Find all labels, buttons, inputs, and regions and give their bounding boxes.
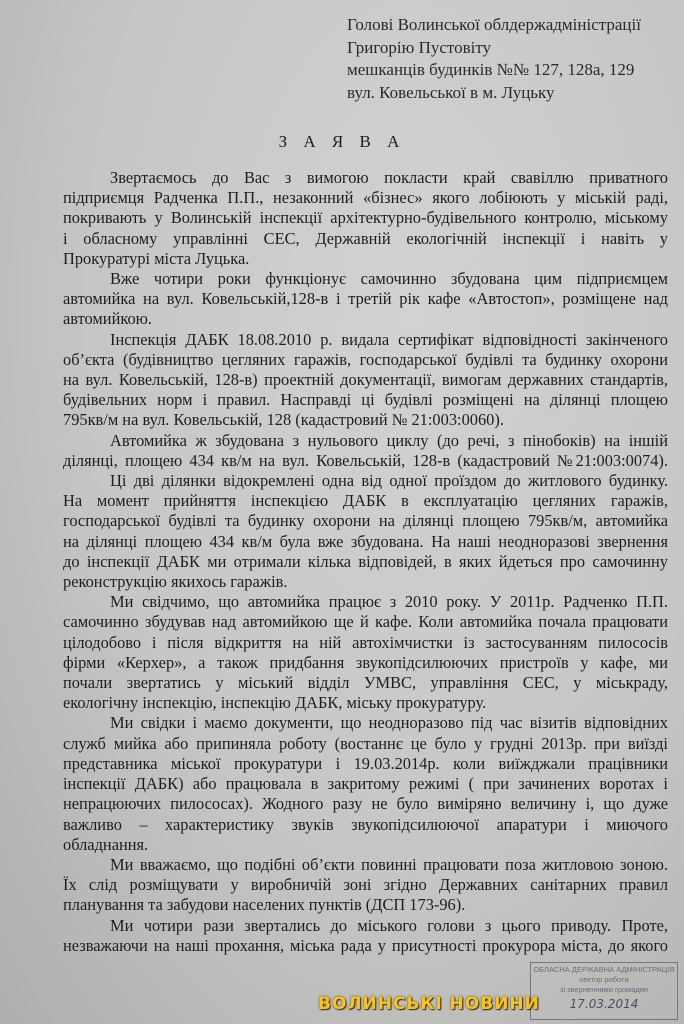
text-line: екологічну інспекцію, інспекцію ДАБК, міську прокуратуру. xyxy=(63,693,487,713)
addressee-line: вул. Ковельської в м. Луцьку xyxy=(347,82,555,102)
text-line: почали звертатись у міський відділ УМВС, управління СЕС, у міськраду, xyxy=(63,673,668,693)
stamp-date: 17.03.2014 xyxy=(569,997,639,1011)
document-title: З А Я В А xyxy=(278,132,406,151)
text-line: Інспекція ДАБК 18.08.2010 р. видала сертифікат відповідності закінченого xyxy=(110,329,668,349)
text-line: будівельних норм і правил. Насправді ці будівлі розміщені на ділянці площею xyxy=(63,390,668,410)
text-line: Ми чотири рази звертались до міського голови з цього приводу. Проте, xyxy=(110,915,668,935)
text-line: реконструкцію якихось гаражів. xyxy=(63,572,288,592)
text-line: об’єкта (будівництво цегляних гаражів, господарської будівлі та будинку охорони xyxy=(63,349,668,369)
text-line: на ділянці площею 434 кв/м була вже збудована. На наші неодноразові звернення xyxy=(63,531,668,551)
text-line: фірми «Керхер», а також придбання звукопідсилюючих пристроїв у кафе, ми xyxy=(63,652,668,672)
text-line: самочинно збудував над автомийкою ще й кафе. Коли автомийка почала працювати xyxy=(63,612,668,632)
text-line: важливо – характеристику звуків звукопідсилюючої апаратури і миючого xyxy=(63,814,668,834)
text-line: господарської будівлі та будинку охорони на ділянці площею 795кв/м, автомийка xyxy=(63,511,668,531)
addressee-line: мешканців будинків №№ 127, 128а, 129 xyxy=(347,60,635,79)
text-line: покривають у Волинській інспекції архітектурно-будівельного контролю, міському xyxy=(63,208,668,228)
text-line: обладнання. xyxy=(63,834,149,854)
text-line: непрацюючих пилососах). Жодного разу не було виміряно величину і, що дуже xyxy=(63,794,668,814)
stamp-line: сектор роботи xyxy=(579,975,629,984)
addressee-line: Голові Волинської облдержадміністрації xyxy=(347,15,641,34)
text-line: На момент прийняття інспекцією ДАБК в експлуатацію цегляних гаражів, xyxy=(63,491,668,511)
text-line: до інспекції ДАБК ми отримали кілька відповідей, в яких йдеться про самочинну xyxy=(63,551,668,571)
text-line: автомийкою. xyxy=(63,309,153,329)
text-line: Їх слід розміщувати у виробничій зоні згідно Державних санітарних правил xyxy=(63,875,668,895)
text-line: Ми вважаємо, що подібні об’єкти повинні працювати поза житловою зоною. xyxy=(110,854,668,874)
text-line: планування та забудови населених пунктів (ДСП 173-96). xyxy=(63,895,466,915)
registration-stamp xyxy=(530,962,678,1020)
watermark-logo: ВОЛИНСЬКІ НОВИНИ xyxy=(318,994,540,1014)
text-line: Ці дві ділянки відокремлені одна від одної проїздом до житлового будинку. xyxy=(110,471,668,491)
addressee-line: Григорію Пустовіту xyxy=(347,37,492,57)
text-line: 795кв/м на вул. Ковельській, 128 (кадастровий № 21:003:0060). xyxy=(63,410,504,430)
text-line: інспекції ДАБК) або працювала в закритому режимі ( при зачинених воротах і xyxy=(63,774,668,794)
paragraph xyxy=(63,269,668,330)
paragraph xyxy=(63,855,668,916)
text-line: представника міської прокуратури і 19.03.2014р. коли виїжджали працівники xyxy=(63,753,668,773)
text-line: і обласному управлінні СЕС, Державній екологічній інспекції і навіть у xyxy=(63,228,668,248)
stamp-line: зі зверненнями громадян xyxy=(560,985,648,994)
document-body xyxy=(63,168,668,956)
text-line: Прокуратурі міста Луцька. xyxy=(63,248,250,268)
paragraph xyxy=(63,168,668,269)
text-line: ділянці, площею 434 кв/м на вул. Ковельській, 128-в (кадастровий №21:003:0074). xyxy=(63,450,668,470)
text-line: цілодобово і після відкриття на ній автохімчистки із застосуванням пилососів xyxy=(63,632,668,652)
paragraph xyxy=(63,431,668,471)
text-line: на вул. Ковельській, 128-в) проектній документації, вимогам державних стандартів, xyxy=(63,370,668,390)
text-line: незважаючи на наші прохання, міська рада у присутності прокурора міста, до якого xyxy=(63,935,668,955)
addressee-block xyxy=(347,14,641,104)
text-line: підприємця Радченка П.П., незаконний «бізнес» якого лобіюють у міській раді, xyxy=(63,188,668,208)
paragraph xyxy=(63,916,668,956)
text-line: Ми свідчимо, що автомийка працює з 2010 року. У 2011р. Радченко П.П. xyxy=(110,592,668,612)
text-line: Вже чотири роки функціонує самочинно збудована цим підприємцем xyxy=(110,269,668,289)
text-line: служб мийка або припиняла роботу (востаннє це було у грудні 2013р. при виїзді xyxy=(63,733,668,753)
paragraph xyxy=(63,330,668,431)
paragraph xyxy=(63,713,668,854)
text-line: автомийка на вул. Ковельській,128-в і третій рік кафе «Автостоп», розміщене над xyxy=(63,289,668,309)
text-line: Автомийка ж збудована з нульового циклу (до речі, з пінобоків) на іншій xyxy=(110,430,668,450)
stamp-line: ОБЛАСНА ДЕРЖАВНА АДМІНІСТРАЦІЯ xyxy=(533,965,675,974)
text-line: Ми свідки і маємо документи, що неодноразово під час візитів відповідних xyxy=(110,713,668,733)
paragraph xyxy=(63,471,668,592)
paragraph xyxy=(63,592,668,713)
text-line: Звертаємось до Вас з вимогою покласти край свавіллю приватного xyxy=(110,168,668,187)
